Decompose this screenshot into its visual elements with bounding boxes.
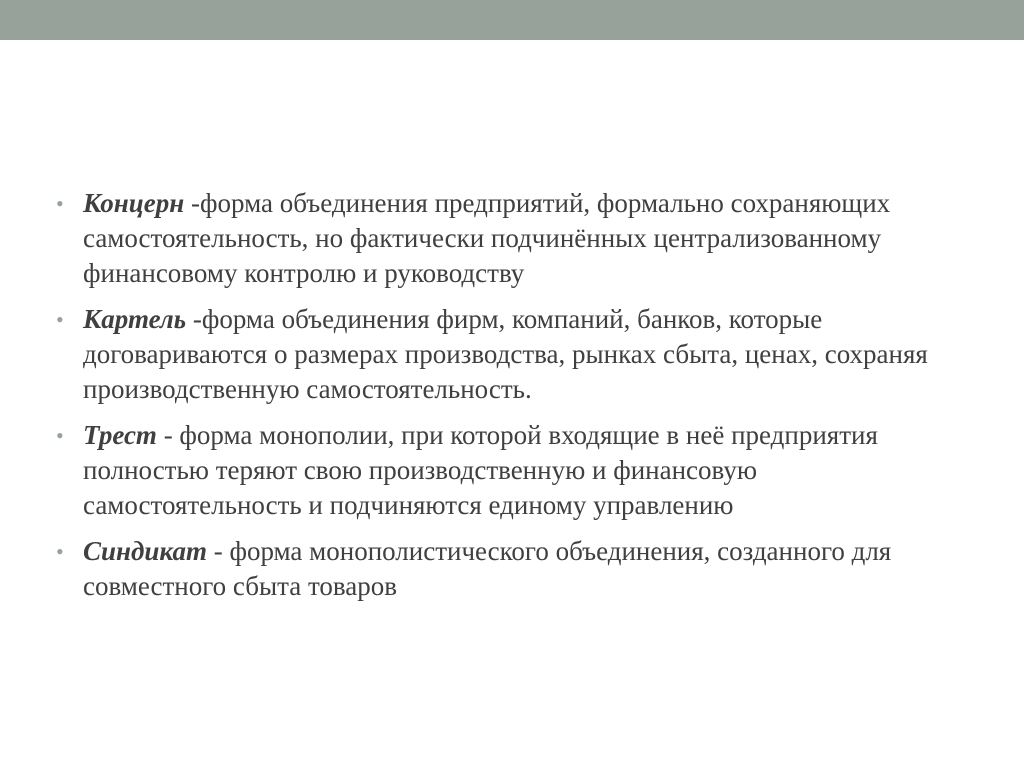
bullet-icon: • xyxy=(56,539,64,564)
bullet-list xyxy=(56,186,956,604)
bullet-icon: • xyxy=(56,423,64,448)
bullet-icon: • xyxy=(56,307,64,332)
term-definition: - форма монополии, при которой входящие в неё предприятия полностью теряют свою производственную и финансовую самостоятельность и подчиняются единому управлению xyxy=(83,420,878,520)
bullet-item-cartel xyxy=(56,302,956,407)
term-label: Картель xyxy=(83,304,187,334)
bullet-item-syndicate xyxy=(56,534,956,604)
term-label: Трест xyxy=(83,420,157,450)
term-label: Синдикат xyxy=(83,536,207,566)
slide-content xyxy=(56,186,956,615)
term-definition: -форма объединения предприятий, формально сохраняющих самостоятельность, но фактически подчинённых централизованному финансовому контролю и руководству xyxy=(83,188,891,288)
term-definition: - форма монополистического объединения, созданного для совместного сбыта товаров xyxy=(83,536,892,601)
slide-top-bar xyxy=(0,0,1024,40)
term-definition: -форма объединения фирм, компаний, банков, которые договариваются о размерах производства, рынках сбыта, ценах, сохраняя производственную самостоятельность. xyxy=(83,304,928,404)
bullet-item-concern xyxy=(56,186,956,291)
term-label: Концерн xyxy=(83,188,185,218)
bullet-item-trust xyxy=(56,418,956,523)
bullet-icon: • xyxy=(56,191,64,216)
